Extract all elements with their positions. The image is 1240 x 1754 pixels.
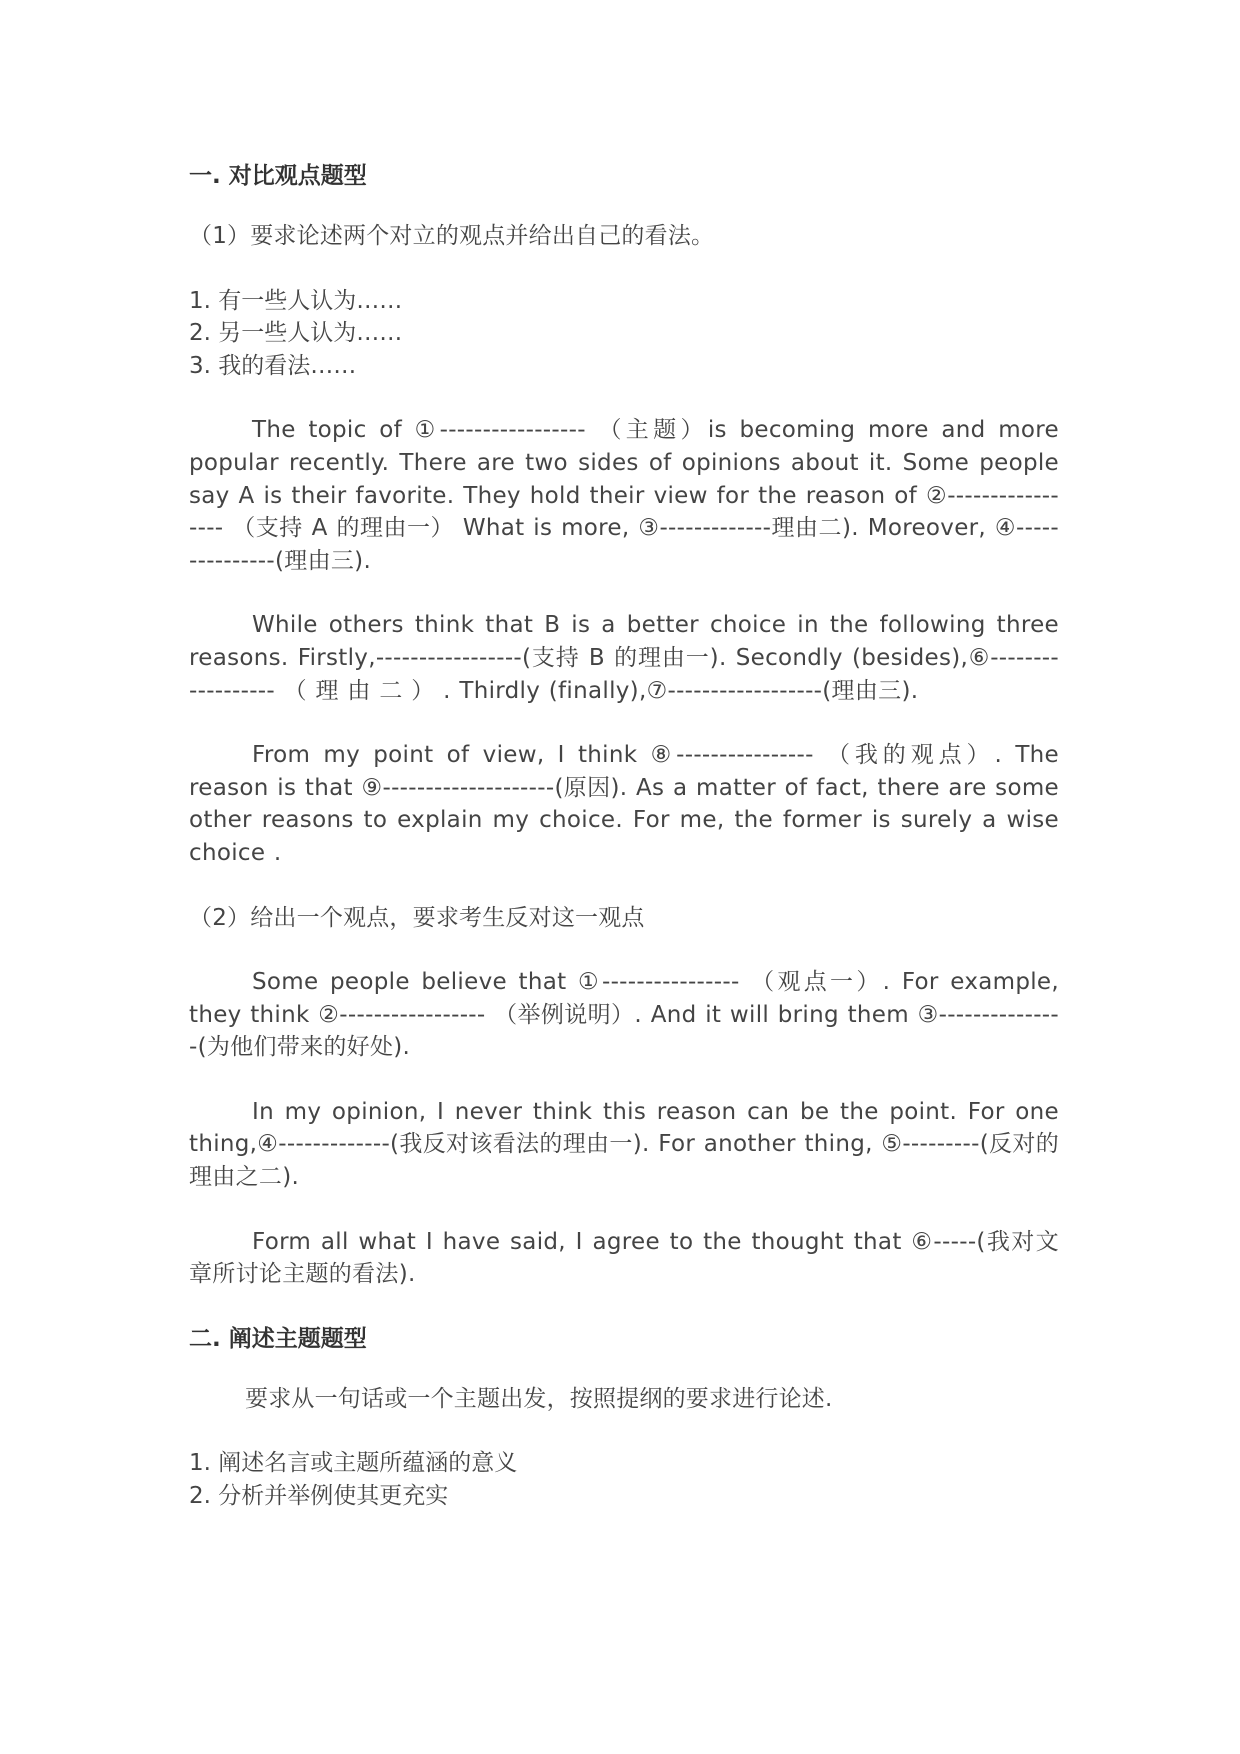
section2-heading: 二. 阐述主题题型 bbox=[189, 1325, 367, 1352]
outline-item: 2. 另一些人认为…… bbox=[189, 320, 403, 347]
section1-heading: 一. 对比观点题型 bbox=[189, 163, 367, 189]
sub1-paragraph-3: From my point of view, I think ⑧---------------- （我的观点）. The reason is that ⑨--------------------(原因). As a matter of fact, there are some other reasons to explain my choice. For me, the former is surely a wise choice . bbox=[189, 742, 1059, 866]
section2-intro: 要求从一句话或一个主题出发，按照提纲的要求进行论述. bbox=[245, 1385, 833, 1412]
outline-item: 2. 分析并举例使其更充实 bbox=[189, 1483, 449, 1510]
section1-sub2-title: （2）给出一个观点，要求考生反对这一观点 bbox=[189, 904, 645, 931]
outline-item: 1. 有一些人认为…… bbox=[189, 287, 403, 314]
outline-item: 1. 阐述名言或主题所蕴涵的意义 bbox=[189, 1450, 518, 1477]
document-page bbox=[189, 160, 1059, 1513]
sub1-paragraph-2: While others think that B is a better choice in the following three reasons. Firstly,-----------------(支持 B 的理由一). Secondly (besides),⑥------------------ （ 理 由 二 ） . Thirdly (finally),⑦------------------(理由三). bbox=[189, 612, 1059, 704]
section1-sub1-title: （1）要求论述两个对立的观点并给出自己的看法。 bbox=[189, 223, 715, 249]
outline-item: 3. 我的看法…… bbox=[189, 352, 357, 379]
sub1-paragraph-1: The topic of ①----------------- （主题）is becoming more and more popular recently. There are two sides of opinions about it. Some people say A is their favorite. They hold their view for the reason of ②----------------- （支持 A 的理由一） What is more, ③-------------理由二). Moreover, ④---------------(理由三). bbox=[189, 417, 1059, 574]
section1-sub1-outline bbox=[189, 285, 1059, 383]
section2-outline bbox=[189, 1447, 1059, 1512]
sub2-paragraph-3: Form all what I have said, I agree to the thought that ⑥-----(我对文章所讨论主题的看法). bbox=[189, 1228, 1059, 1288]
sub2-paragraph-1: Some people believe that ①---------------- （观点一）. For example, they think ②----------------- （举例说明）. And it will bring them ③---------------(为他们带来的好处). bbox=[189, 969, 1059, 1061]
sub2-paragraph-2: In my opinion, I never think this reason can be the point. For one thing,④-------------(我反对该看法的理由一). For another thing, ⑤---------(反对的理由之二). bbox=[189, 1098, 1059, 1191]
